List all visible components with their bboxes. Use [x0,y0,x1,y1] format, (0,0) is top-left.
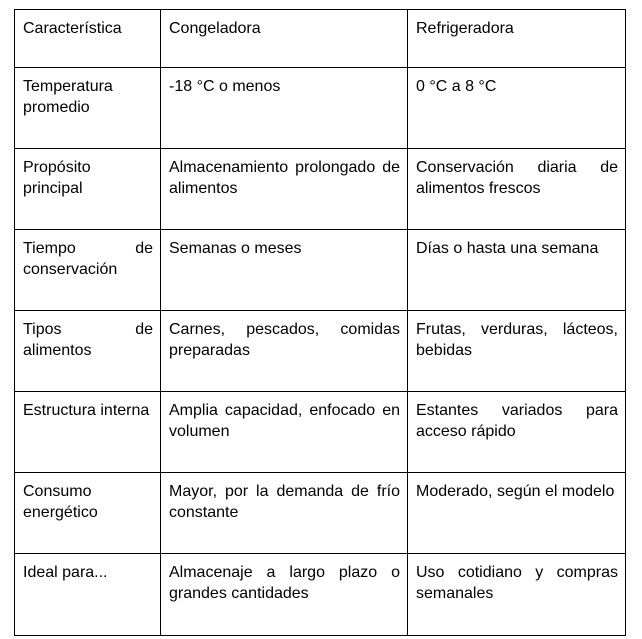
refrigerator-cell: 0 °C a 8 °C [408,68,626,149]
table-row [15,230,626,311]
header-cell-freezer: Congeladora [161,10,408,68]
row-label-cell: Propósito principal [15,149,161,230]
header-row [15,10,626,68]
freezer-cell: Mayor, por la demanda de frío constante [161,473,408,554]
header-cell-refrigerator: Refrigeradora [408,10,626,68]
refrigerator-cell: Días o hasta una semana [408,230,626,311]
freezer-cell: Amplia capacidad, enfocado en volumen [161,392,408,473]
row-label-cell: Consumo energético [15,473,161,554]
freezer-cell: Almacenaje a largo plazo o grandes cantidades [161,554,408,636]
table-row [15,149,626,230]
refrigerator-cell: Frutas, verduras, lácteos, bebidas [408,311,626,392]
refrigerator-cell: Estantes variados para acceso rápido [408,392,626,473]
refrigerator-cell: Moderado, según el modelo [408,473,626,554]
row-label-cell: Tipos de alimentos [15,311,161,392]
table-row [15,554,626,636]
table-row [15,392,626,473]
table-row [15,68,626,149]
table-row [15,311,626,392]
freezer-cell: Carnes, pescados, comidas preparadas [161,311,408,392]
refrigerator-cell: Conservación diaria de alimentos frescos [408,149,626,230]
header-cell-feature: Característica [15,10,161,68]
refrigerator-cell: Uso cotidiano y compras semanales [408,554,626,636]
table-row [15,473,626,554]
row-label-cell: Ideal para... [15,554,161,636]
row-label-cell: Temperatura promedio [15,68,161,149]
freezer-cell: Almacenamiento prolongado de alimentos [161,149,408,230]
comparison-table [14,9,626,636]
row-label-cell: Tiempo de conservación [15,230,161,311]
row-label-cell: Estructura interna [15,392,161,473]
freezer-cell: -18 °C o menos [161,68,408,149]
freezer-cell: Semanas o meses [161,230,408,311]
